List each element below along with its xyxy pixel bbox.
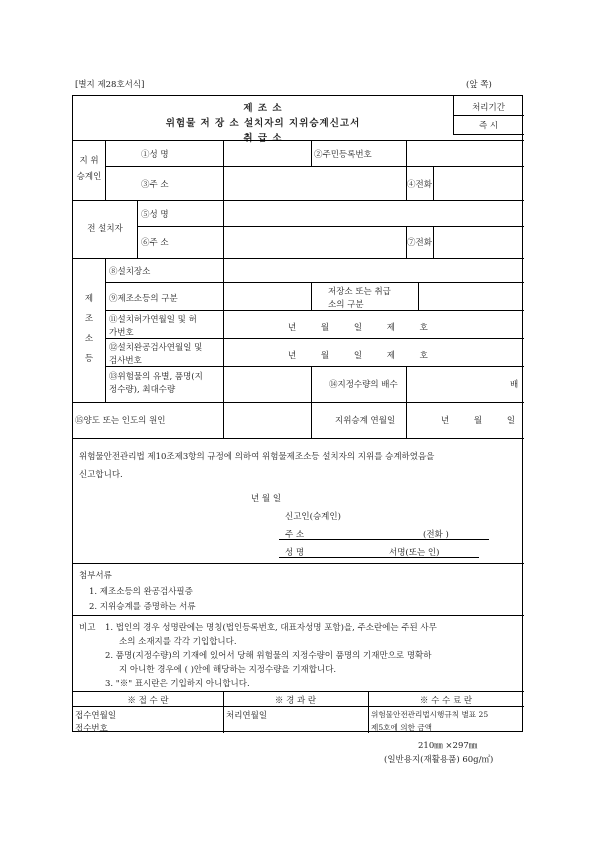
notes-title: 비고 <box>79 623 96 633</box>
permit-label-1: ⑪설치허가연월일 및 허 <box>109 315 197 325</box>
page-side: (앞 쪽) <box>466 80 492 90</box>
progress-header: ※ 경 과 란 <box>274 696 317 706</box>
note-line-5: 3. "※" 표시란은 기입하지 아니합니다. <box>105 679 250 689</box>
form-code: [별지 제28호서식] <box>75 80 145 90</box>
reporter-phone-label: (전화 ) <box>423 530 449 540</box>
reporter-name-label: 성 명 <box>285 548 305 558</box>
type-label: ⑨제조소등의 구분 <box>109 294 178 304</box>
reception-no-label: 접수번호 <box>75 724 108 734</box>
succession-date-format: 년 월 일 <box>441 416 516 426</box>
attachment-item-1: 1. 제조소등의 완공검사필증 <box>89 587 193 597</box>
storage-label-2: 소의 구분 <box>328 300 364 310</box>
paper-size: 210㎜ ×297㎜ <box>418 741 478 751</box>
succession-date-label: 지위승계 연월일 <box>335 416 396 426</box>
date-line: 년 월 일 <box>251 494 282 504</box>
note-line-1: 1. 법인의 경우 성명란에는 명칭(법인등록번호, 대표자성명 포함)을, 주소란에는 주된 사무 <box>105 623 437 633</box>
successor-label-1: 지 위 <box>79 156 99 166</box>
statement-line-2: 신고합니다. <box>79 470 123 480</box>
successor-address-label: ③주 소 <box>141 180 169 190</box>
title-line-3: 취 급 소 <box>243 133 283 144</box>
storage-label-1: 저장소 또는 취급 <box>328 287 391 297</box>
inspection-label-2: 검사번호 <box>109 356 142 366</box>
previous-installer-label: 전 설치자 <box>87 224 123 234</box>
reporter-label: 신고인(승계인) <box>285 512 341 522</box>
successor-name-label: ①성 명 <box>141 150 169 160</box>
permit-label-2: 가번호 <box>109 328 134 338</box>
previous-phone-label: ⑦전화 <box>407 238 432 248</box>
inspection-label-1: ⑫설치완공검사연월일 및 <box>109 343 203 353</box>
fee-header: ※ 수 수 료 란 <box>419 696 473 706</box>
title-line-1: 제 조 소 <box>243 103 283 114</box>
title-line-2: 위험물 저 장 소 설치자의 지위승계신고서 <box>165 118 361 129</box>
multiple-label: ⑭지정수량의 배수 <box>329 380 398 390</box>
attachment-item-2: 2. 지위승계를 증명하는 서류 <box>89 602 196 612</box>
location-label: ⑧설치장소 <box>109 267 151 277</box>
facility-char-1: 제 <box>84 294 94 304</box>
note-line-4: 지 아니한 경우에 ( )안에 해당하는 지정수량을 기재합니다. <box>119 665 337 675</box>
successor-resident-no-label: ②주민등록번호 <box>314 150 372 160</box>
multiple-unit: 배 <box>510 380 519 390</box>
processing-period-value: 즉 시 <box>478 121 499 131</box>
note-line-2: 소의 소재지를 각각 기입합니다. <box>119 637 237 647</box>
previous-name-label: ⑤성 명 <box>141 210 169 220</box>
reception-header: ※ 접 수 란 <box>127 696 169 706</box>
successor-phone-label: ④전화 <box>407 180 432 190</box>
transfer-reason-label: ⑮양도 또는 인도의 원인 <box>75 416 166 426</box>
attachments-title: 첨부서류 <box>79 571 112 581</box>
facility-char-3: 소 <box>84 334 94 344</box>
statement-line-1: 위험물안전관리법 제10조제3항의 규정에 의하여 위험물제조소등 설치자의 지위를 승계하였음을 <box>79 452 435 462</box>
reporter-address-label: 주 소 <box>285 530 305 540</box>
inspection-value-format: 년 월 일 제 호 <box>288 351 428 361</box>
fee-line-2: 제5호에 의한 금액 <box>371 723 433 732</box>
facility-char-2: 조 <box>84 314 94 324</box>
facility-char-4: 등 <box>84 354 94 364</box>
note-line-3: 2. 품명(지정수량)의 기재에 있어서 당해 위험물의 지정수량이 품명의 기재만으로 명확하 <box>105 651 432 661</box>
successor-label-2: 승계인 <box>76 172 102 182</box>
report-form <box>72 95 523 732</box>
permit-value-format: 년 월 일 제 호 <box>288 323 428 333</box>
processing-period-label: 처리기간 <box>472 103 505 113</box>
hazard-label-1: ⑬위험물의 유별, 품명(지 <box>109 372 203 382</box>
process-date-label: 처리연월일 <box>226 711 268 721</box>
hazard-label-2: 정수량), 최대수량 <box>109 385 176 395</box>
reporter-signature-label: 서명(또는 인) <box>389 548 440 558</box>
reception-date-label: 접수연월일 <box>75 711 117 721</box>
paper-type: (일반용지(재활용품) 60g/㎡) <box>384 755 494 765</box>
fee-line-1: 위험물안전관리법시행규칙 별표 25 <box>371 710 489 719</box>
previous-address-label: ⑥주 소 <box>141 238 169 248</box>
